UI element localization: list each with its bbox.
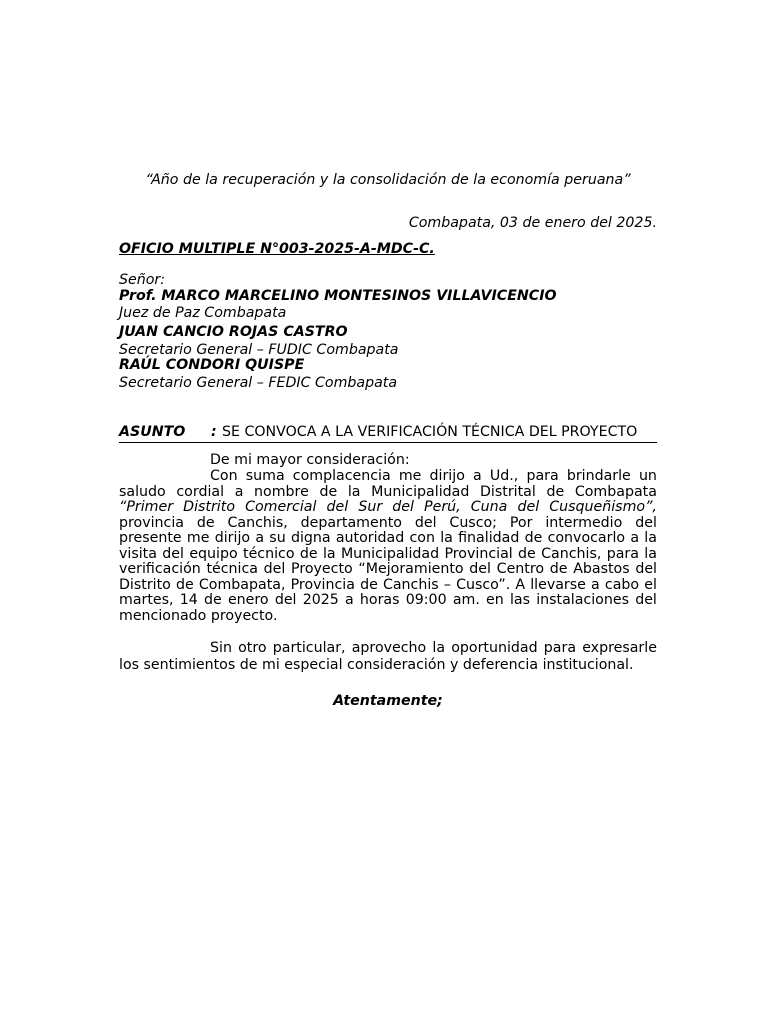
subject-text: SE CONVOCA A LA VERIFICACIÓN TÉCNICA DEL PROYECTO xyxy=(222,424,638,440)
recipient-1-name: Prof. MARCO MARCELINO MONTESINOS VILLAVICENCIO xyxy=(119,288,557,304)
recipient-3-role: Secretario General – FEDIC Combapata xyxy=(119,375,398,391)
document-reference: OFICIO MULTIPLE N°003-2025-A-MDC-C. xyxy=(119,241,435,257)
recipient-1-role: Juez de Paz Combapata xyxy=(119,305,287,321)
recipient-2-name: JUAN CANCIO ROJAS CASTRO xyxy=(119,324,348,340)
recipient-2-role: Secretario General – FUDIC Combapata xyxy=(119,342,399,358)
recipient-3-name: RAÚL CONDORI QUISPE xyxy=(119,357,305,373)
salutation: Señor: xyxy=(119,272,166,288)
subject-line xyxy=(119,424,657,443)
subject-label: ASUNTO xyxy=(119,424,186,440)
paragraph-line: Distrito de Combapata, Provincia de Canchis – Cusco”. A llevarse a cabo el xyxy=(119,577,657,593)
paragraph-line: los sentimientos de mi especial consideración y deferencia institucional. xyxy=(119,657,634,673)
subject-colon: : xyxy=(211,424,217,440)
paragraph-line: mencionado proyecto. xyxy=(119,608,278,624)
motto: “Año de la recuperación y la consolidación de la economía peruana” xyxy=(145,172,631,188)
paragraph-line: “Primer Distrito Comercial del Sur del Perú, Cuna del Cusqueñismo”, xyxy=(119,499,657,515)
paragraph-line: Sin otro particular, aprovecho la oportunidad para expresarle xyxy=(210,640,657,656)
greeting: De mi mayor consideración: xyxy=(210,452,410,468)
paragraph-line: provincia de Canchis, departamento del Cusco; Por intermedio del xyxy=(119,515,657,531)
place-date: Combapata, 03 de enero del 2025. xyxy=(408,215,657,231)
paragraph-line: Con suma complacencia me dirijo a Ud., para brindarle un xyxy=(210,468,657,484)
paragraph-line: visita del equipo técnico de la Municipalidad Provincial de Canchis, para la xyxy=(119,546,657,562)
paragraph-line: saludo cordial a nombre de la Municipalidad Distrital de Combapata xyxy=(119,484,657,500)
paragraph-line: presente me dirijo a su digna autoridad con la finalidad de convocarlo a la xyxy=(119,530,657,546)
closing: Atentamente; xyxy=(333,693,443,709)
paragraph-line: martes, 14 de enero del 2025 a horas 09:00 am. en las instalaciones del xyxy=(119,592,657,608)
paragraph-line: verificación técnica del Proyecto “Mejoramiento del Centro de Abastos del xyxy=(119,561,657,577)
